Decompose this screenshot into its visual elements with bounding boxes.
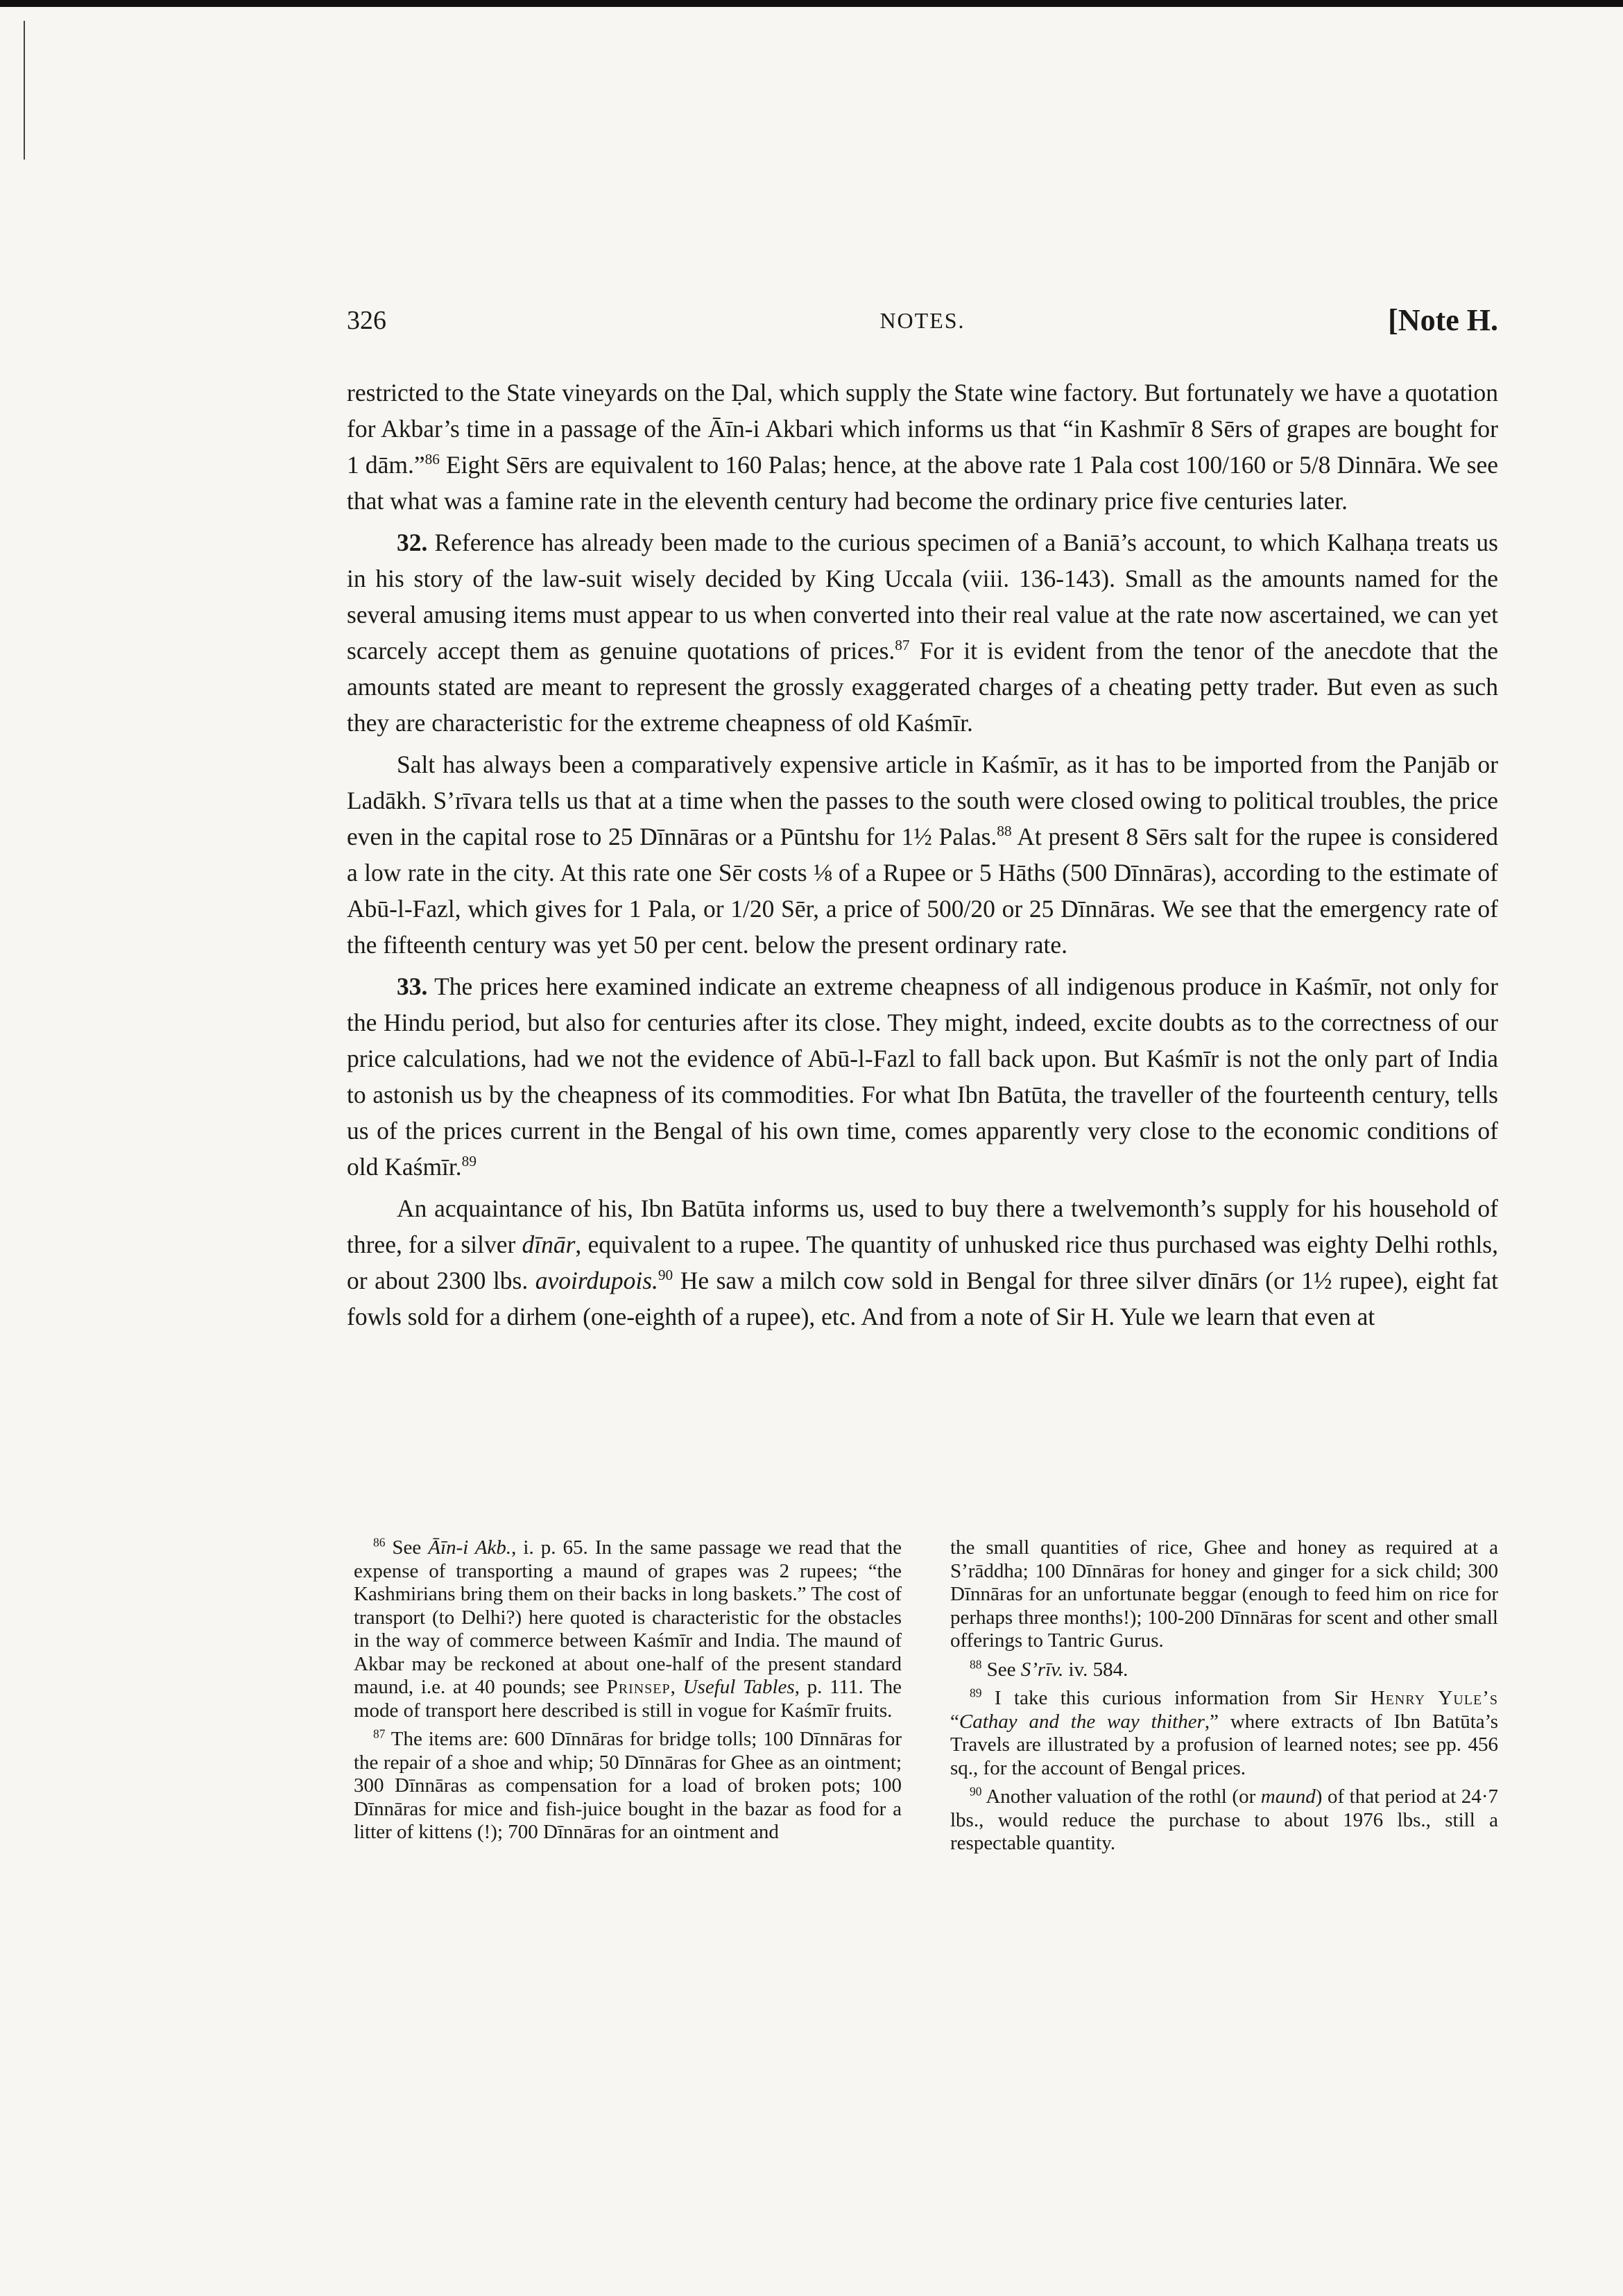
paragraph-section-33: 33. The prices here examined indicate an extreme cheapness of all indigenous produce in Kaśmīr, not only for the Hindu period, but also for centuries after its close. They might, indeed, excite doubts as to the correctness of our price calculations, had we not the evidence of Abū-l-Fazl to fall back upon. But Kaśmīr is not the only part of India to astonish us by the cheapness of its commodities. For what Ibn Batūta, the traveller of the fourteenth century, tells us of the prices current in the Bengal of his own time, comes apparently very close to the economic conditions of old Kaśmīr.$^{89}$ <box>347 973 1498 1181</box>
footnote-ref-86[interactable]: 86 <box>424 451 440 468</box>
paragraph-salt: Salt has always been a comparatively expensive article in Kaśmīr, as it has to be imported from the Panjāb or Ladākh. S’rīvara tells us that at a time when the passes to the south were closed owing to political troubles, the price even in the capital rose to 25 Dīnnāras or a Pūntshu for 1½ Palas.$^{88}$ At present 8 Sērs salt for the rupee is considered a low rate in the city. At this rate one Sēr costs ⅛ of a Rupee or 5 Hāths (500 Dīnnāras), according to the estimate of Abū-l-Fazl, which gives for 1 Pala, or 1/20 Sēr, a price of 500/20 or 25 Dīnnāras. We see that the emergency rate of the fifteenth century was yet 50 per cent. below the present ordinary rate. <box>347 751 1498 959</box>
footnotes <box>354 1536 1498 2022</box>
footnote-ref-89[interactable]: 89 <box>461 1153 476 1170</box>
footnote-88: $^{88}$ See S’rīv. iv. 584. <box>970 1656 1128 1681</box>
footnote-ref-88[interactable]: 88 <box>997 823 1012 840</box>
paragraph-ibn-batuta: An acquaintance of his, Ibn Batūta informs us, used to buy there a twelvemonth’s supply for his household of three, for a silver dīnār, equivalent to a rupee. The quantity of unhusked rice thus purchased was eighty Delhi rothls, or about 2300 lbs. avoirdupois.$^{90}$ He saw a milch cow sold in Bengal for three silver dīnārs (or 1½ rupee), eight fat fowls sold for a dirhem (one-eighth of a rupee), etc. And from a note of Sir H. Yule we learn that even at <box>347 1194 1499 1330</box>
top-border-rule <box>0 0 1623 7</box>
note-label: [Note H. <box>1388 303 1498 337</box>
main-text <box>347 375 1498 1340</box>
footnote-column-right <box>950 1536 1498 1861</box>
paragraph-section-32: 32. Reference has already been made to the curious specimen of a Baniā’s account, to which Kalhaṇa treats us in his story of the law-suit wisely decided by King Uccala (viii. 136-143). Small as the amounts named for the several amusing items must appear to us when converted into their real value at the rate now ascertained, we can yet scarcely accept them as genuine quotations of prices.$^{87}$ For it is evident from the tenor of the anecdote that the amounts stated are meant to represent the grossly exaggerated charges of a cheating petty trader. But even as such they are characteristic for the extreme cheapness of old Kaśmīr. <box>347 529 1498 737</box>
section-number-33: 33. <box>397 973 428 1000</box>
footnote-column-left <box>354 1536 902 1850</box>
footnote-90: $^{90}$ Another valuation of the rothl (or maund) of that period at 24·7 lbs., would reduce the purchase to about 1976 lbs., still a respectable quantity. <box>950 1784 1498 1854</box>
footnote-ref-87[interactable]: 87 <box>895 637 910 654</box>
footnote-ref-90[interactable]: 90 <box>658 1267 673 1284</box>
section-number-32: 32. <box>397 529 428 556</box>
scan-edge-mark <box>24 21 25 160</box>
footnote-86: $^{86}$ See Āīn-i Akb., i. p. 65. In the same passage we read that the expense of transporting a maund of grapes was 2 rupees; “the Kashmirians bring them on their backs in long baskets.” The cost of transport (to Delhi?) here quoted is characteristic for the obstacles in the way of commerce between Kaśmīr and India. The maund of Akbar may be reckoned at about one-half of the present standard maund, i.e. at 40 pounds; see Prinsep, Useful Tables, p. 111. The mode of transport here described is still in vogue for Kaśmīr fruits. <box>354 1535 902 1722</box>
footnote-89: $^{89}$ I take this curious information from Sir Henry Yule’s “Cathay and the way thither,” where extracts of Ibn Batūta’s Travels are illustrated by a profusion of learned notes; see pp. 456 sq., for the account of Bengal prices. <box>950 1686 1499 1779</box>
page-number: 326 <box>347 306 386 335</box>
page-header <box>347 305 1498 354</box>
footnote-87: $^{87}$ The items are: 600 Dīnnāras for bridge tolls; 100 Dīnnāras for the repair of a shoe and whip; 50 Dīnnāras for Ghee as an ointment; 300 Dīnnāras as compensation for a load of broken pots; 100 Dīnnāras for mice and fish-juice bought in the bazar as food for a litter of kittens (!); 700 Dīnnāras for an ointment and <box>354 1727 902 1843</box>
paragraph-continuation: restricted to the State vineyards on the Ḍal, which supply the State wine factory. But fortunately we have a quotation for Akbar’s time in a passage of the Āīn-i Akbari which informs us that “in Kashmīr 8 Sērs of grapes are bought for 1 dām.”$^{86}$ Eight Sērs are equivalent to 160 Palas; hence, at the above rate 1 Pala cost 100/160 or 5/8 Dinnāra. We see that what was a famine rate in the eleventh century had become the ordinary price five centuries later. <box>347 379 1498 515</box>
footnote-87-continuation: the small quantities of rice, Ghee and honey as required at a S’rāddha; 100 Dīnnāras for honey and ginger for a sick child; 300 Dīnnāras for an unfortunate beggar (enough to feed him on rice for perhaps three months!); 100-200 Dīnnāras for scent and other small offerings to Tantric Gurus. <box>950 1536 1498 1652</box>
running-title: NOTES. <box>879 308 965 333</box>
